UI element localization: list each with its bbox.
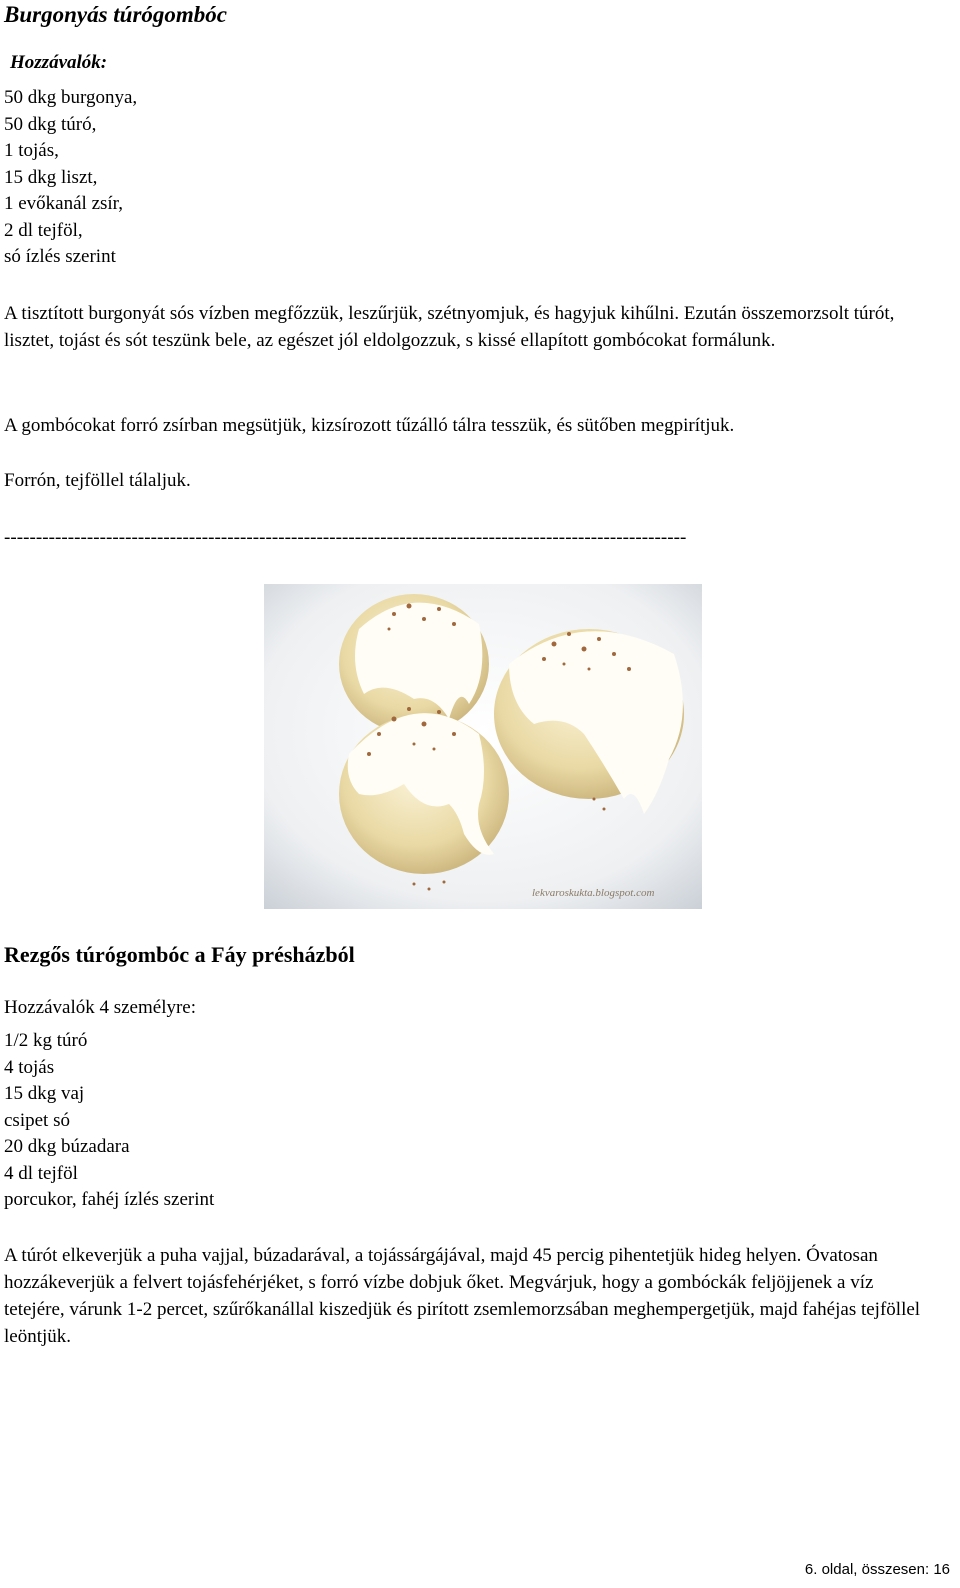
recipe1-paragraph-3: Forrón, tejföllel tálaljuk. <box>4 470 191 491</box>
recipe1-paragraph-2: A gombócokat forró zsírban megsütjük, kizsírozott tűzálló tálra tesszük, és sütőben megpirítjuk. <box>4 415 735 436</box>
recipe1-paragraph-1: A tisztított burgonyát sós vízben megfőzzük, leszűrjük, szétnyomjuk, és hagyjuk kihűlni. Ezután összemorzsolt túrót, lisztet, tojást és sót teszünk bele, az egészet jól eldolgozzuk, s kissé ellapított gombócokat formálunk. <box>4 303 895 351</box>
recipe1-title: Burgonyás túrógombóc <box>4 2 228 27</box>
recipe2-paragraph: A túrót elkeverjük a puha vajjal, búzadarával, a tojássárgájával, majd 45 percig pihentetjük hideg helyen. Óvatosan hozzákeverjük a felvert tojásfehérjéket, s forró vízbe dobjuk őket. Megvárjuk, hogy a gombóckák feljöjjenek a víz tetejére, várunk 1-2 percet, szűrőkanállal kiszedjük és pirított zsemlemorzsában meghempergetjük, majd fahéjas tejföllel leöntjük. <box>4 1245 921 1347</box>
ingredient-item: 4 tojás <box>4 1056 55 1078</box>
ingredient-item: 4 dl tejföl <box>4 1162 78 1184</box>
recipe1-ingredients-heading: Hozzávalók: <box>10 52 108 73</box>
ingredient-item: 15 dkg vaj <box>4 1083 85 1104</box>
ingredient-item: 50 dkg burgonya, <box>4 87 138 108</box>
ingredient-item: 50 dkg túró, <box>4 113 97 135</box>
ingredient-item: 2 dl tejföl, <box>4 219 83 241</box>
ingredient-item: csipet só <box>4 1109 70 1131</box>
ingredient-item: 20 dkg búzadara <box>4 1136 130 1157</box>
photo-watermark: lekvaroskukta.blogspot.com <box>532 887 655 899</box>
recipe2-ingredient-list <box>4 1028 214 1214</box>
recipe2-title: Rezgős túrógombóc a Fáy présházból <box>4 942 355 967</box>
ingredient-item: 1 evőkanál zsír, <box>4 193 124 214</box>
ingredient-item: só ízlés szerint <box>4 246 116 267</box>
ingredient-item: 15 dkg liszt, <box>4 166 98 188</box>
ingredient-item: porcukor, fahéj ízlés szerint <box>4 1189 215 1210</box>
dashed-separator: ----------------------------------------------------------------------------------------------------------- <box>4 527 687 548</box>
page-number: 6. oldal, összesen: 16 <box>804 1561 950 1578</box>
ingredient-item: 1 tojás, <box>4 140 59 161</box>
recipe1-ingredient-list <box>4 85 137 271</box>
dumplings-photo <box>264 584 702 909</box>
recipe2-ingredients-heading: Hozzávalók 4 személyre: <box>4 997 197 1018</box>
ingredient-item: 1/2 kg túró <box>4 1030 88 1051</box>
